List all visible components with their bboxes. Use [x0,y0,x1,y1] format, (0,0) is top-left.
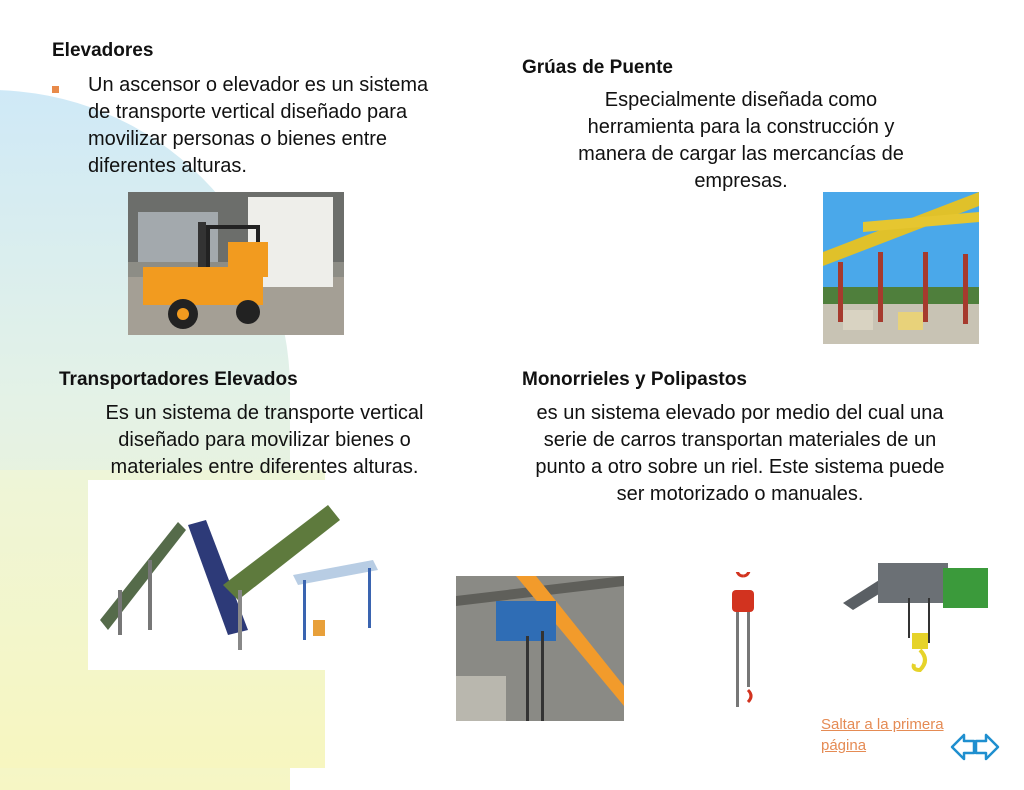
first-page-link[interactable]: Saltar a la primera página [821,716,944,754]
chain-hoist-photo [726,572,760,712]
conveyor-photo [88,480,386,670]
transportadores-title: Transportadores Elevados [59,369,298,390]
double-arrow-nav-icon[interactable] [950,730,1000,769]
gruas-text: Especialmente diseñada como herramienta para la construcción y manera de cargar las mercancías de empresas. [578,89,904,192]
monorrieles-title: Monorrieles y Polipastos [522,369,747,390]
forklift-photo [128,192,344,335]
elevadores-title: Elevadores [52,40,154,61]
transportadores-text: Es un sistema de transporte vertical diseñado para movilizar bienes o materiales entre diferentes alturas. [105,402,424,478]
square-bullet-icon [52,86,59,93]
elevadores-text: Un ascensor o elevador es un sistema de transporte vertical diseñado para movilizar personas o bienes entre diferentes alturas. [88,74,429,177]
monorail-hoist-photo [456,576,624,721]
gruas-title: Grúas de Puente [522,57,673,78]
bridge-crane-photo [823,192,979,344]
monorrieles-text: es un sistema elevado por medio del cual una serie de carros transportan materiales de un punto a otro sobre un riel. Este sistema puede ser motorizado o manuales. [535,402,945,505]
electric-hoist-photo [838,548,994,678]
